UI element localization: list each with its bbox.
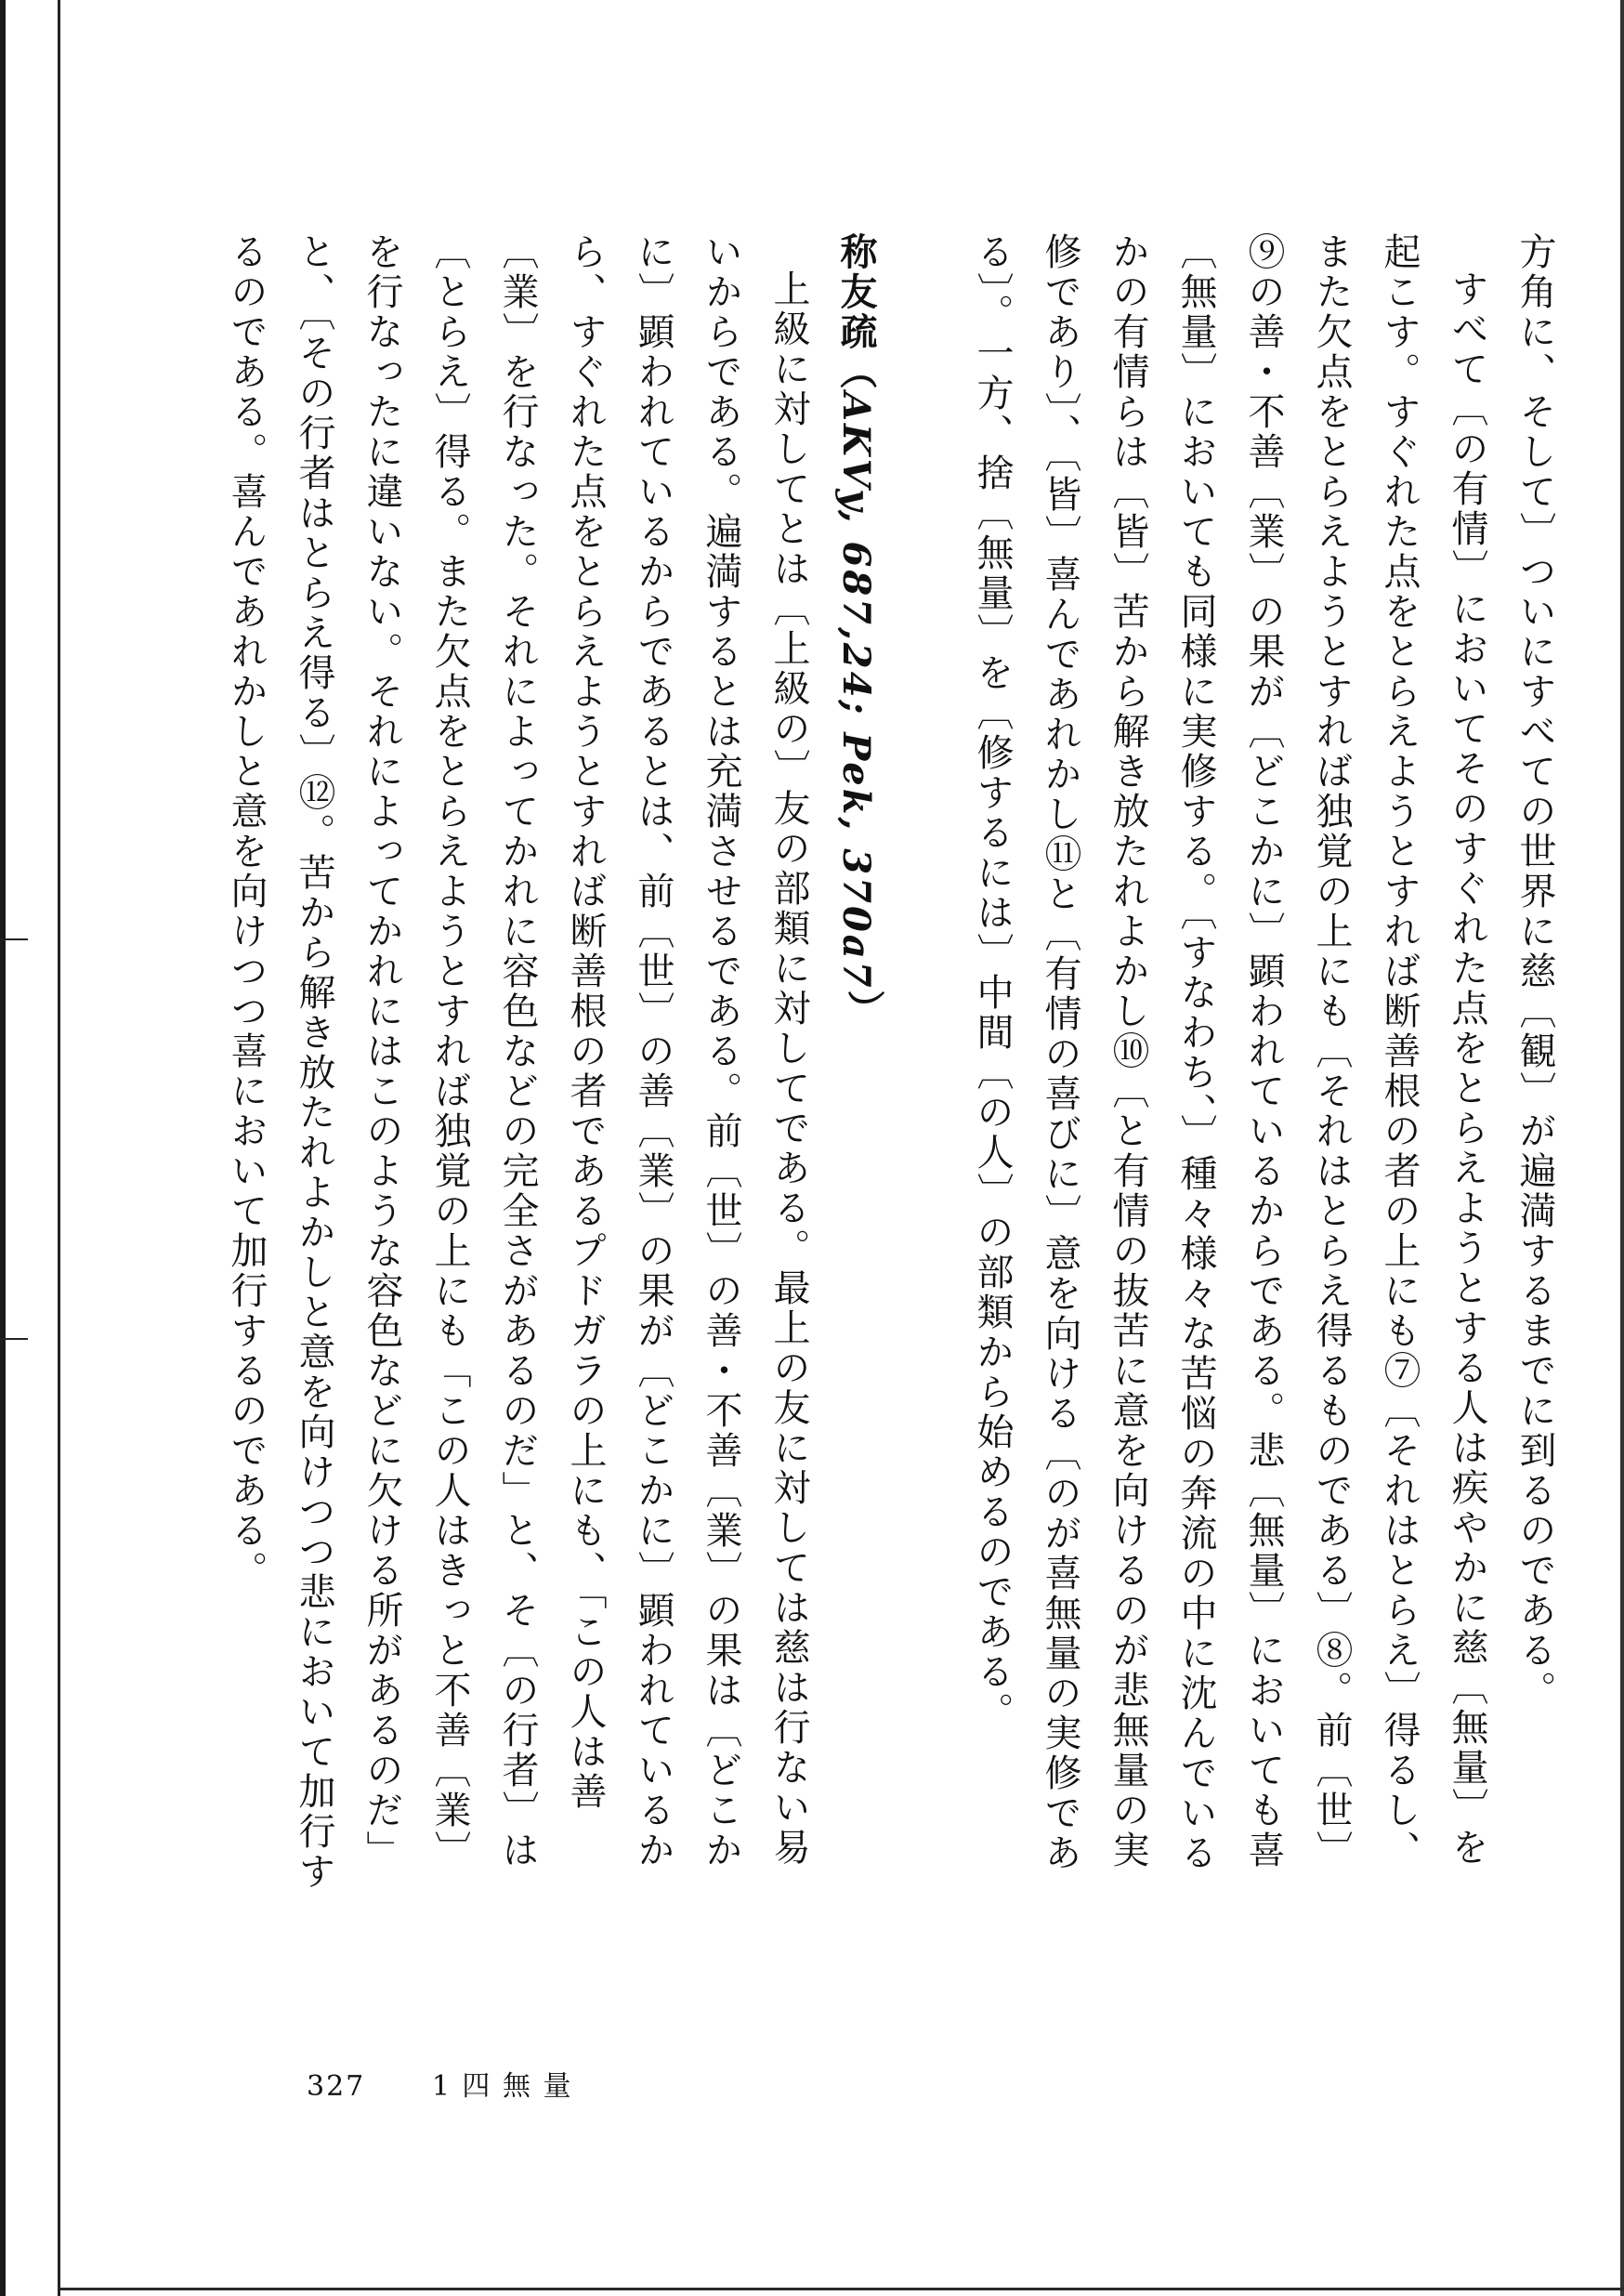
page-edge-bottom: [60, 2288, 1624, 2290]
running-header: 1 四 無 量: [431, 2070, 573, 2103]
section-heading: [822, 232, 890, 1905]
section-heading-label: 称友疏: [834, 232, 878, 352]
commentary-paragraph: 上級に対してとは〔上級の〕友の部類に対してである。最上の友に対しては慈は行ない易いからである。遍満するとは充満させるである。前〔世〕の善・不善〔業〕の果は〔どこかに〕顕われているからであるとは、前〔世〕の善〔業〕の果が〔どこかに〕顕われているから、すぐれた点をとらえようとすれば断善根の者であるプドガラの上にも、「この人は善〔業〕を行なった。それによってかれに容色などの完全さがあるのだ」と、そ〔の行者〕は〔とらえ〕得る。また欠点をとらえようとすれば独覚の上にも「この人はきっと不善〔業〕を行なったに違いない。それによってかれにはこのような容色などに欠ける所があるのだ」と、〔その行者はとらえ得る〕⑫。苦から解き放たれよかしと意を向けつつ悲において加行するのである。喜んであれかしと意を向けつつ喜において加行するのである。: [225, 232, 810, 1892]
scan-edge-left: [0, 0, 6, 2296]
scan-mark: [0, 938, 28, 940]
body-paragraph: すべて〔の有情〕においてそのすぐれた点をとらえようとする人は疾やかに慈〔無量〕を起こす。すぐれた点をとらえようとすれば断善根の者の上にも⑦〔それはとらえ〕得るし、また欠点をとらえようとすれば独覚の上にも〔それはとらえ得るものである〕⑧。前〔世〕⑨の善・不善〔業〕の果が〔どこかに〕顕われているからである。悲〔無量〕においても喜〔無量〕においても同様に実修する。〔すなわち、〕種々様々な苦悩の奔流の中に沈んでいるかの有情らは〔皆〕苦から解き放たれよかし⑩〔と有情の抜苦に意を向けるのが悲無量の実修であり〕、〔皆〕喜んであれかし⑪と〔有情の喜びに〕意を向ける〔のが喜無量の実修である〕。一方、捨〔無量〕を〔修するには〕中間〔の人〕の部類から始めるのである。: [971, 232, 1488, 1873]
page-footer: [307, 2063, 573, 2104]
scan-edge-right: [1620, 0, 1624, 2296]
page-number: 327: [307, 2070, 366, 2103]
page-edge-line: [58, 0, 60, 2296]
vertical-text-body: [225, 232, 1568, 1905]
section-spacer: [890, 232, 958, 1905]
section-heading-source: （AKVy, 687,24; Pek, 370a7）: [834, 352, 878, 1030]
scan-mark: [0, 1338, 28, 1340]
body-paragraph: 方角に、そして〕ついにすべての世界に慈〔観〕が遍満するまでに到るのである。: [1513, 232, 1556, 1711]
